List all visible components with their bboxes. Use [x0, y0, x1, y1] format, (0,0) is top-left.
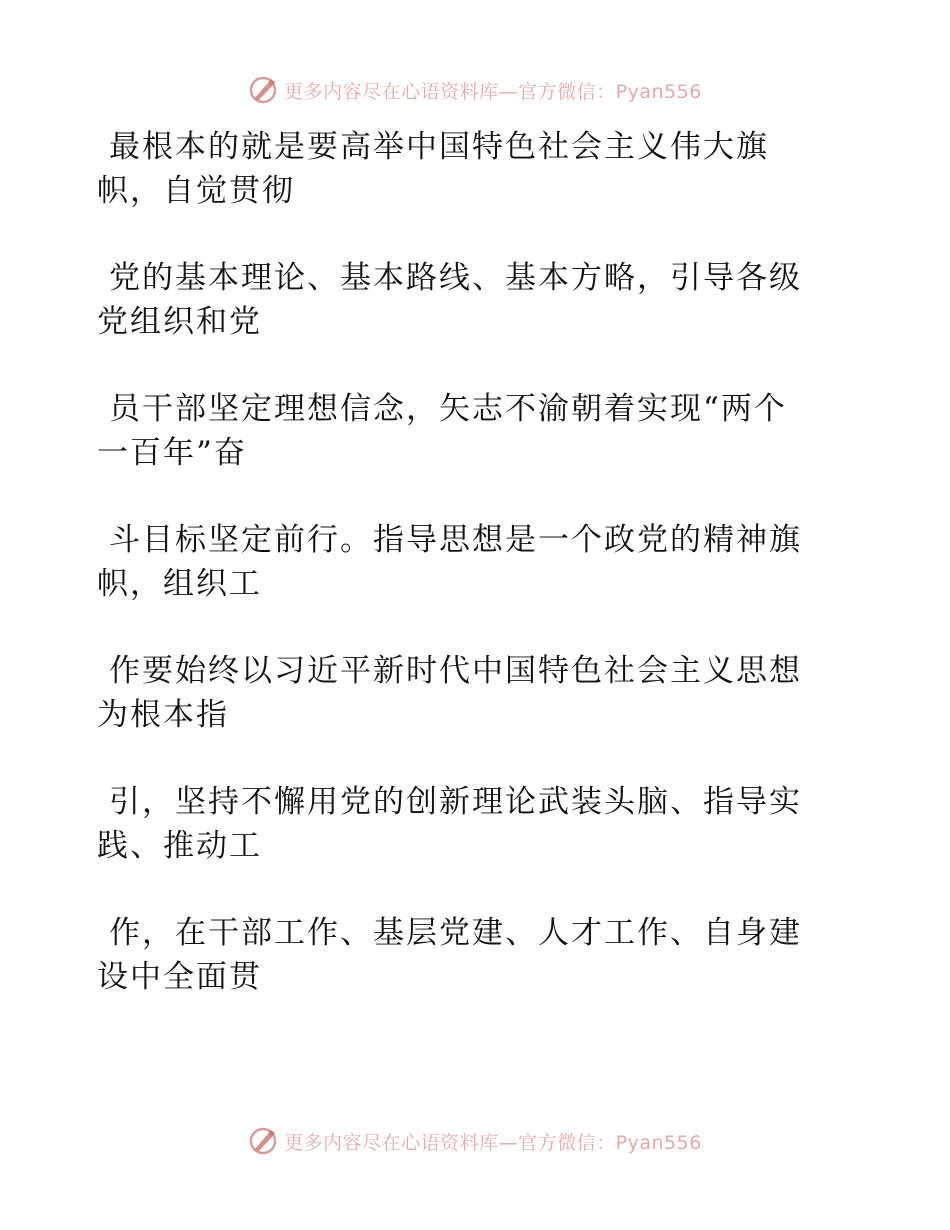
paragraph-7 [97, 911, 837, 999]
paragraph-line: 引，坚持不懈用党的创新理论武装头脑、指导实 [109, 784, 802, 820]
paragraph-3 [97, 387, 837, 475]
paragraph-line: 为根本指 [97, 697, 229, 733]
paragraph-line: 作要始终以习近平新时代中国特色社会主义思想 [109, 653, 802, 689]
header-watermark [0, 70, 950, 110]
pen-logo-icon [248, 75, 278, 105]
paragraph-line: 员干部坚定理想信念，矢志不渝朝着实现“两个 [109, 391, 787, 427]
paragraph-5 [97, 649, 837, 737]
watermark-text: 更多内容尽在心语资料库—官方微信：Pyan556 [284, 80, 702, 103]
pen-logo-icon [248, 1126, 278, 1156]
paragraph-4 [97, 518, 837, 606]
paragraph-line: 帜，自觉贯彻 [97, 173, 295, 209]
paragraph-6 [97, 780, 837, 868]
footer-watermark [0, 1121, 950, 1161]
paragraph-line: 一百年”奋 [97, 435, 247, 471]
document-body [97, 125, 837, 1042]
paragraph-line: 斗目标坚定前行。指导思想是一个政党的精神旗 [109, 522, 802, 558]
paragraph-line: 设中全面贯 [97, 959, 262, 995]
paragraph-line: 党组织和党 [97, 304, 262, 340]
paragraph-line: 最根本的就是要高举中国特色社会主义伟大旗 [109, 129, 769, 165]
watermark-text: 更多内容尽在心语资料库—官方微信：Pyan556 [284, 1131, 702, 1154]
paragraph-1 [97, 125, 837, 213]
paragraph-line: 践、推动工 [97, 828, 262, 864]
paragraph-2 [97, 256, 837, 344]
paragraph-line: 党的基本理论、基本路线、基本方略，引导各级 [109, 260, 802, 296]
paragraph-line: 帜，组织工 [97, 566, 262, 602]
paragraph-line: 作，在干部工作、基层党建、人才工作、自身建 [109, 915, 802, 951]
